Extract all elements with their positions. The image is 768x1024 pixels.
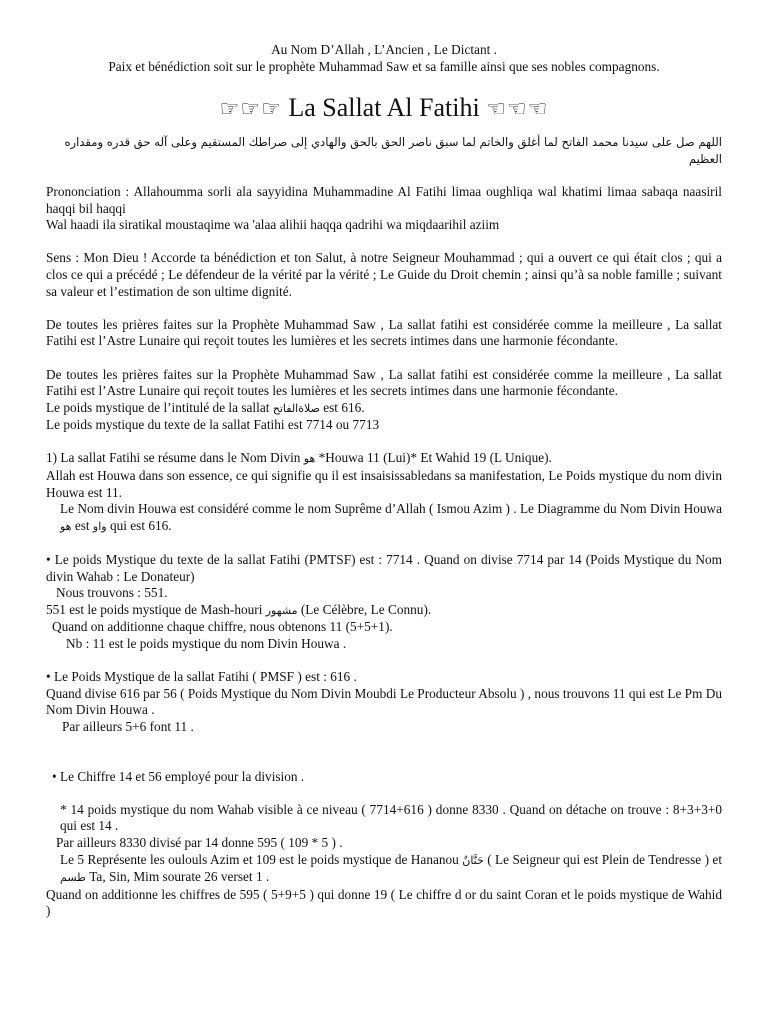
poids-intitule: Le poids mystique de l’intitulé de la sallat صلاةالفاتح est 616. xyxy=(46,399,365,415)
bullet1-line1: • Le poids Mystique du texte de la sallat Fatihi (PMTSF) est : 7714 . Quand on divise 7714 par 14 (Poids Mystique du Nom divin Wahab : Le Donateur) xyxy=(46,552,722,584)
sens-paragraph: Sens : Mon Dieu ! Accorde ta bénédiction et ton Salut, à notre Seigneur Mouhammad ; qui a ouvert ce qui était clos ; qui a clos ce qui a précédé ; Le défendeur de la vérité par la vérité ; Le Guide du Droit chemin ; ainsi qu’à sa noble famille ; suivant sa valeur et l’estimation de son ultime dignité. xyxy=(46,250,722,299)
title-text: La Sallat Al Fatihi xyxy=(288,93,480,123)
arabic-mashhour: مشهور xyxy=(265,603,298,617)
last-line2: Par ailleurs 8330 divisé par 14 donne 595 ( 109 * 5 ) . xyxy=(56,834,343,850)
section1-line3: Le Nom divin Houwa est considéré comme le nom Suprême d’Allah ( Ismou Azim ) . Le Diagramme du Nom Divin Houwa هو est واو qui est 616. xyxy=(60,501,722,533)
arabic-waw: واو xyxy=(92,519,107,533)
arabic-houwa-2: هو xyxy=(60,519,72,533)
section1-line2: Allah est Houwa dans son essence, ce qui signifie qu il est insaisissabledans sa manifestation, Le Poids mystique du nom divin Houwa est 11. xyxy=(46,468,722,500)
arabic-houwa: هو xyxy=(303,452,316,466)
section1-line1: 1) La sallat Fatihi se résume dans le Nom Divin هو *Houwa 11 (Lui)* Et Wahid 19 (L Unique). xyxy=(46,450,552,466)
arabic-hananou: حَنَّانٌ xyxy=(462,853,484,867)
bullet1-line2: Nous trouvons : 551. xyxy=(56,585,168,601)
bullet1-line4: Quand on additionne chaque chiffre, nous obtenons 11 (5+5+1). xyxy=(52,619,393,635)
last-line4: Quand on additionne les chiffres de 595 ( 5+9+5 ) qui donne 19 ( Le chiffre d or du saint Coran et le poids mystique de Wahid ) xyxy=(46,886,722,919)
header-invocation: Au Nom D’Allah , L’Ancien , Le Dictant . xyxy=(271,42,497,57)
arabic-salat-fatih: صلاةالفاتح xyxy=(272,401,320,415)
arabic-ta-sin-mim: طسم xyxy=(60,871,86,885)
header-blessing: Paix et bénédiction soit sur le prophète Muhammad Saw et sa famille ainsi que ses nobles compagnons. xyxy=(108,58,660,74)
arabic-prayer: اللهم صل على سيدنا محمد الفاتح لما أغلق والخاتم لما سبق ناصر الحق بالحق والهادي إلى صراطك المستقيم وعلى آله حق قدره ومقداره العظيم xyxy=(64,135,722,166)
paragraph-prieres-1: De toutes les prières faites sur la Prophète Muhammad Saw , La sallat fatihi est considérée comme la meilleure , La sallat Fatihi est l’Astre Lunaire qui reçoit toutes les lumières et les secrets intimes dans une harmonie fécondante. xyxy=(46,316,722,349)
pointing-hands-left-icon: ☜☜☜ xyxy=(486,97,549,123)
bullet3: • Le Chiffre 14 et 56 employé pour la division . xyxy=(52,768,305,784)
last-line1: * 14 poids mystique du nom Wahab visible à ce niveau ( 7714+616 ) donne 8330 . Quand on détache on trouve : 8+3+3+0 qui est 14 . xyxy=(60,801,722,834)
last-line3: Le 5 Représente les oulouls Azim et 109 est le poids mystique de Hananou حَنَّانٌ ( Le Seigneur qui est Plein de Tendresse ) et طسم Ta, Sin, Mim sourate 26 verset 1 . xyxy=(60,851,723,885)
bullet2-line3: Par ailleurs 5+6 font 11 . xyxy=(62,718,194,734)
pronunciation-line1: Prononciation : Allahoumma sorli ala sayyidina Muhammadine Al Fatihi limaa oughliqa wal khatimi limaa sabaqa naasiril haqqi bil haqqi xyxy=(46,183,722,216)
paragraph-prieres-2: De toutes les prières faites sur la Prophète Muhammad Saw , La sallat fatihi est considérée comme la meilleure , La sallat Fatihi est l’Astre Lunaire qui reçoit toutes les lumières et les secrets intimes dans une harmonie fécondante. xyxy=(46,366,722,399)
poids-texte: Le poids mystique du texte de la sallat Fatihi est 7714 ou 7713 xyxy=(46,417,380,433)
page-title xyxy=(46,92,722,126)
bullet1-line5: Nb : 11 est le poids mystique du nom Divin Houwa . xyxy=(66,636,347,651)
bullet2-line2: Quand divise 616 par 56 ( Poids Mystique du Nom Divin Moubdi Le Producteur Absolu ) , nous trouvons 11 qui est Le Pm Du Nom Divin Houwa . xyxy=(46,685,722,718)
bullet2-line1: • Le Poids Mystique de la sallat Fatihi ( PMSF ) est : 616 . xyxy=(46,669,357,685)
pointing-hands-right-icon: ☞☞☞ xyxy=(219,97,282,123)
pronunciation-line2: Wal haadi ila siratikal moustaqime wa 'alaa alihii haqqa qadrihi wa miqdaarihil aziim xyxy=(46,217,500,233)
document-page xyxy=(46,42,722,920)
bullet1-line3: 551 est le poids mystique de Mash-houri مشهور (Le Célèbre, Le Connu). xyxy=(46,601,432,617)
